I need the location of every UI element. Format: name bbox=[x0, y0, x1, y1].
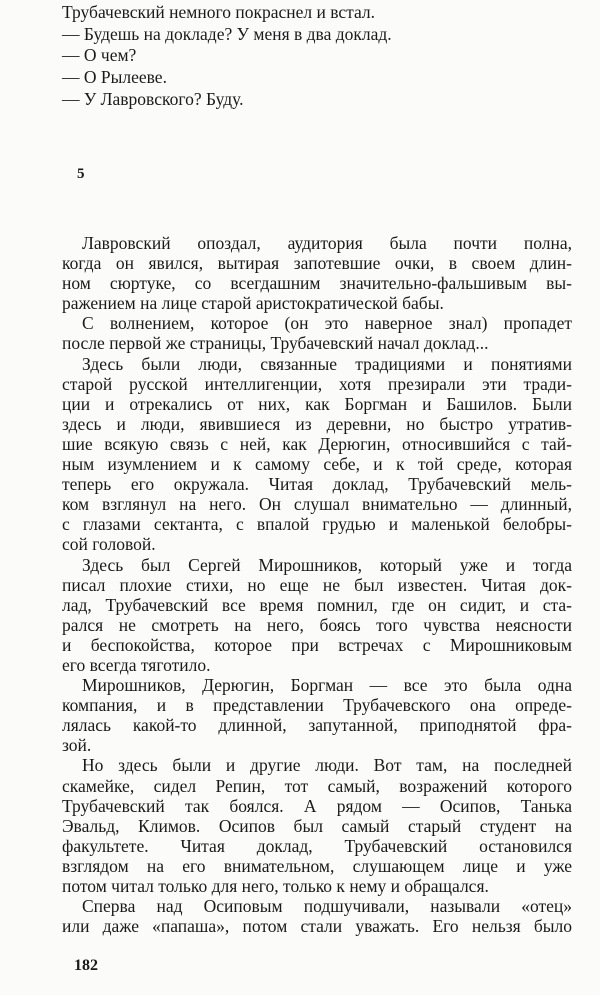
dialogue-line: — Будешь на докладе? У меня в два доклад. bbox=[62, 23, 392, 44]
text-line: когда он явился, вытирая запотевшие очки, в своем длин- bbox=[62, 253, 572, 274]
text-line: сой головой. bbox=[62, 534, 156, 555]
text-line: лялась какой-то длинной, запутанной, приподнятой фра- bbox=[62, 715, 572, 736]
text-line: Эвальд, Климов. Осипов был самый старый студент на bbox=[62, 815, 572, 836]
text-line: Лавровский опоздал, аудитория была почти полна, bbox=[82, 233, 572, 253]
text-line: ражением на лице старой аристократической бабы. bbox=[62, 293, 444, 314]
dialogue-line: — У Лавровского? Буду. bbox=[62, 88, 244, 109]
text-line: лад, Трубачевский все время помнил, где он сидит, и ста- bbox=[62, 594, 572, 615]
text-line: потом читал только для него, только к нему и обращался. bbox=[62, 876, 489, 896]
text-line: Здесь были люди, связанные традициями и понятиями bbox=[82, 353, 572, 374]
text-line: ции и отрекались от них, как Боргман и Башилов. Были bbox=[62, 393, 572, 414]
text-line: здесь и люди, явившиеся из деревни, но быстро утратив- bbox=[62, 413, 572, 434]
text-line: теперь его окружала. Читая доклад, Трубачевский мель- bbox=[62, 474, 572, 495]
dialogue-line: — О Рылееве. bbox=[62, 67, 167, 88]
body-text bbox=[62, 233, 572, 936]
text-line: зой. bbox=[62, 735, 92, 756]
text-line: С волнением, которое (он это наверное знал) пропадет bbox=[82, 313, 572, 334]
dialogue-line: — О чем? bbox=[62, 45, 137, 66]
text-line: старой русской интеллигенции, хотя презирали эти тради- bbox=[62, 373, 572, 394]
text-line: Трубачевский так боялся. А рядом — Осипов, Танька bbox=[62, 795, 572, 816]
text-line: скамейке, сидел Репин, тот самый, возражений которого bbox=[62, 775, 572, 796]
text-line: Здесь был Сергей Мирошников, который уже и тогда bbox=[82, 554, 572, 575]
section-number: 5 bbox=[77, 166, 85, 182]
text-line: факультете. Читая доклад, Трубачевский остановился bbox=[62, 835, 572, 856]
text-line: писал плохие стихи, но еще не был известен. Читая док- bbox=[62, 574, 572, 595]
text-line: Мирошников, Дерюгин, Боргман — все это была одна bbox=[82, 675, 572, 696]
text-line: и беспокойства, которое при встречах с Мирошниковым bbox=[62, 634, 572, 655]
text-line: Сперва над Осиповым подшучивали, называли «отец» bbox=[82, 896, 572, 917]
text-line: ком взглянул на него. Он слушал внимательно — длинный, bbox=[62, 494, 572, 515]
text-line: после первой же страницы, Трубачевский начал доклад... bbox=[62, 333, 489, 354]
text-line: Но здесь были и другие люди. Вот там, на последней bbox=[82, 755, 572, 776]
text-line: его всегда тяготило. bbox=[62, 654, 211, 675]
text-line: рался не смотреть на него, боясь того чувства неясности bbox=[62, 614, 572, 635]
dialogue-block bbox=[62, 2, 572, 111]
page-number: 182 bbox=[74, 957, 98, 974]
text-line: или даже «папаша», потом стали уважать. Его нельзя было bbox=[62, 916, 572, 937]
text-line: компания, и в представлении Трубачевского она опреде- bbox=[62, 695, 572, 716]
text-line: взглядом на его внимательном, слушающем лице и уже bbox=[62, 855, 572, 876]
dialogue-line: Трубачевский немного покраснел и встал. bbox=[62, 2, 376, 22]
text-line: с глазами сектанта, с впалой грудью и маленькой белобры- bbox=[62, 514, 572, 535]
text-line: ным изумлением и к самому себе, и к той среде, которая bbox=[62, 454, 572, 475]
text-line: шие всякую связь с ней, как Дерюгин, относившийся с тай- bbox=[62, 433, 572, 454]
text-line: ном сюртуке, со всегдашним значительно-фальшивым вы- bbox=[62, 273, 572, 294]
